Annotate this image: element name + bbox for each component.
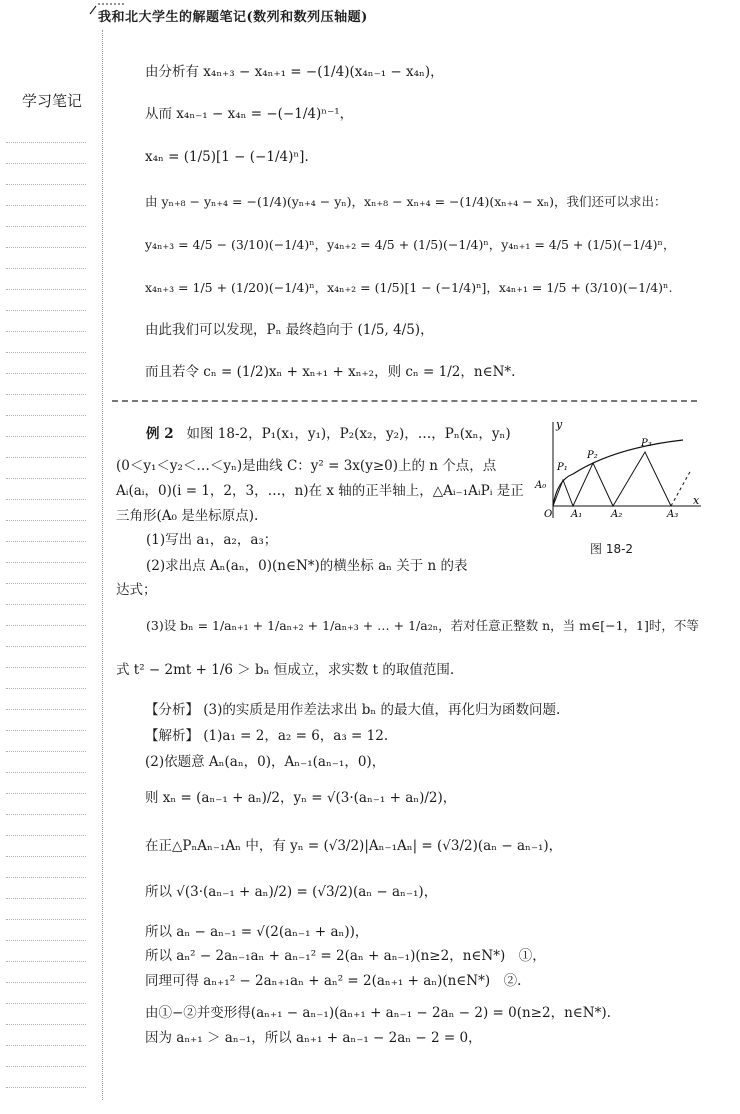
label-P1: P₁ — [557, 462, 568, 473]
dashed-edge — [671, 470, 691, 506]
solution-line: 则 xₙ = (aₙ₋₁ + aₙ)/2，yₙ = √(3·(aₙ₋₁ + aₙ)/2)， — [145, 790, 457, 806]
margin-rule-line — [6, 247, 86, 248]
margin-rule-line — [6, 352, 86, 353]
margin-rule-line — [6, 835, 86, 836]
solution-line: 【分析】 (3)的实质是用作差法求出 bₙ 的最大值，再化归为函数问题. — [145, 702, 561, 718]
margin-rule-line — [6, 814, 86, 815]
margin-rule-line — [6, 142, 86, 143]
analysis-line: x₄ₙ₊₃ = 1/5 + (1/20)(−1/4)ⁿ，x₄ₙ₊₂ = (1/5)[1 − (−1/4)ⁿ]，x₄ₙ₊₁ = 1/5 + (3/10)(−1/4)ⁿ. — [145, 280, 673, 295]
question-3: (3)设 bₙ = 1/aₙ₊₁ + 1/aₙ₊₂ + 1/aₙ₊₃ + … + 1/a₂ₙ，若对任意正整数 n，当 m∈[−1，1]时，不等 — [146, 618, 699, 633]
margin-rule-line — [6, 1045, 86, 1046]
question-1: (1)写出 a₁，a₂，a₃； — [146, 532, 278, 548]
figure-caption: 图 18-2 — [590, 542, 634, 556]
margin-rule-line — [6, 562, 86, 563]
analysis-line: 由 yₙ₊₈ − yₙ₊₄ = −(1/4)(yₙ₊₄ − yₙ)，xₙ₊₈ − xₙ₊₄ = −(1/4)(xₙ₊₄ − xₙ)，我们还可以求出： — [145, 194, 667, 209]
solution-line: 所以 √(3·(aₙ₋₁ + aₙ)/2) = (√3/2)(aₙ − aₙ₋₁)， — [145, 884, 438, 900]
analysis-line: 由分析有 x₄ₙ₊₃ − x₄ₙ₊₁ = −(1/4)(x₄ₙ₋₁ − x₄ₙ)， — [145, 64, 444, 80]
margin-divider — [102, 30, 103, 1100]
margin-rule-line — [6, 226, 86, 227]
solution-line: 因为 aₙ₊₁ ＞ aₙ₋₁，所以 aₙ₊₁ + aₙ₋₁ − 2aₙ − 2 = 0， — [145, 1030, 482, 1046]
label-y: y — [556, 418, 563, 431]
label-P3: P₃ — [641, 438, 652, 449]
label-P2: P₂ — [587, 450, 598, 461]
margin-rule-line — [6, 625, 86, 626]
example-stem-line4: 三角形(A₀ 是坐标原点). — [116, 508, 259, 524]
margin-rule-line — [6, 520, 86, 521]
margin-rule-line — [6, 583, 86, 584]
solution-line: 【解析】 (1)a₁ = 2，a₂ = 6，a₃ = 12. — [145, 728, 389, 744]
example-stem-line3: Aᵢ(aᵢ，0)(i = 1，2，3，…，n)在 x 轴的正半轴上，△Aᵢ₋₁AᵢPᵢ 是正 — [116, 483, 524, 499]
analysis-line: 由此我们可以发现，Pₙ 最终趋向于 (1/5, 4/5)， — [145, 322, 434, 338]
margin-rule-line — [6, 772, 86, 773]
solution-line: 所以 aₙ − aₙ₋₁ = √(2(aₙ₋₁ + aₙ))， — [145, 924, 369, 940]
analysis-line: y₄ₙ₊₃ = 4/5 − (3/10)(−1/4)ⁿ，y₄ₙ₊₂ = 4/5 + (1/5)(−1/4)ⁿ，y₄ₙ₊₁ = 4/5 + (1/5)(−1/4)ⁿ， — [145, 237, 676, 252]
margin-rule-line — [6, 289, 86, 290]
margin-rule-line — [6, 940, 86, 941]
label-A1: A₁ — [571, 509, 583, 520]
example-stem-line1 — [146, 424, 511, 444]
margin-rule-line — [6, 457, 86, 458]
sidebar-title: 学习笔记 — [22, 92, 83, 110]
section-divider — [112, 400, 697, 402]
solution-line: 在正△PₙAₙ₋₁Aₙ 中，有 yₙ = (√3/2)|Aₙ₋₁Aₙ| = (√3/2)(aₙ − aₙ₋₁)， — [145, 838, 563, 854]
solution-line: (2)依题意 Aₙ(aₙ，0)，Aₙ₋₁(aₙ₋₁，0)， — [145, 754, 386, 770]
margin-rule-line — [6, 478, 86, 479]
label-x: x — [693, 494, 700, 507]
margin-rule-line — [6, 604, 86, 605]
margin-rule-line — [6, 499, 86, 500]
triangles — [553, 452, 671, 506]
margin-rule-line — [6, 688, 86, 689]
margin-rule-line — [6, 856, 86, 857]
margin-rule-line — [6, 919, 86, 920]
page-header: 我和北大学生的解题笔记(数列和数列压轴题) — [98, 10, 368, 25]
example-label: 例 2 — [146, 426, 174, 442]
margin-rule-line — [6, 1003, 86, 1004]
margin-rule-line — [6, 709, 86, 710]
label-A2: A₂ — [611, 509, 623, 520]
question-3-cont: 式 t² − 2mt + 1/6 ＞ bₙ 恒成立，求实数 t 的取值范围. — [116, 662, 455, 678]
question-2-cont: 达式； — [116, 582, 157, 598]
question-2: (2)求出点 Aₙ(aₙ，0)(n∈N*)的横坐标 aₙ 关于 n 的表 — [146, 558, 468, 574]
margin-rule-line — [6, 184, 86, 185]
margin-rule-line — [6, 730, 86, 731]
margin-rule-line — [6, 394, 86, 395]
figure-18-2 — [533, 418, 705, 520]
margin-rule-line — [6, 898, 86, 899]
analysis-line: 而且若令 cₙ = (1/2)xₙ + xₙ₊₁ + xₙ₊₂，则 cₙ = 1/2，n∈N*. — [145, 364, 516, 380]
margin-rule-line — [6, 751, 86, 752]
margin-rule-line — [6, 541, 86, 542]
margin-rule-line — [6, 793, 86, 794]
margin-rule-line — [6, 205, 86, 206]
margin-rule-line — [6, 1024, 86, 1025]
solution-line: 由①−②并变形得(aₙ₊₁ − aₙ₋₁)(aₙ₊₁ + aₙ₋₁ − 2aₙ − 2) = 0(n≥2，n∈N*). — [145, 1005, 611, 1021]
solution-line: 所以 aₙ² − 2aₙ₋₁aₙ + aₙ₋₁² = 2(aₙ + aₙ₋₁)(n≥2，n∈N*) ①， — [145, 948, 546, 964]
margin-rule-line — [6, 1066, 86, 1067]
analysis-line: x₄ₙ = (1/5)[1 − (−1/4)ⁿ]. — [145, 149, 309, 165]
margin-rule-line — [6, 646, 86, 647]
margin-rule-line — [6, 310, 86, 311]
margin-rule-line — [6, 1087, 86, 1088]
label-A3: A₃ — [667, 509, 679, 520]
example-stem-line2: (0＜y₁＜y₂＜…＜yₙ)是曲线 C：y² = 3x(y≥0)上的 n 个点，点 — [116, 458, 497, 474]
margin-rule-line — [6, 415, 86, 416]
margin-rule-line — [6, 268, 86, 269]
analysis-line: 从而 x₄ₙ₋₁ − x₄ₙ = −(−1/4)ⁿ⁻¹， — [145, 106, 354, 122]
margin-rule-line — [6, 667, 86, 668]
example-stem-text: 如图 18-2，P₁(x₁，y₁)，P₂(x₂，y₂)，…，Pₙ(xₙ，yₙ) — [186, 426, 511, 442]
margin-rule-line — [6, 877, 86, 878]
margin-rule-line — [6, 163, 86, 164]
margin-rule-line — [6, 373, 86, 374]
label-O: O — [544, 509, 553, 520]
margin-rule-line — [6, 982, 86, 983]
margin-rule-line — [6, 961, 86, 962]
label-A0: A₀ — [535, 480, 547, 491]
solution-line: 同理可得 aₙ₊₁² − 2aₙ₊₁aₙ + aₙ² = 2(aₙ₊₁ + aₙ)(n∈N*) ②. — [145, 973, 522, 989]
margin-rule-line — [6, 331, 86, 332]
margin-rule-line — [6, 436, 86, 437]
curve-c — [553, 440, 683, 506]
